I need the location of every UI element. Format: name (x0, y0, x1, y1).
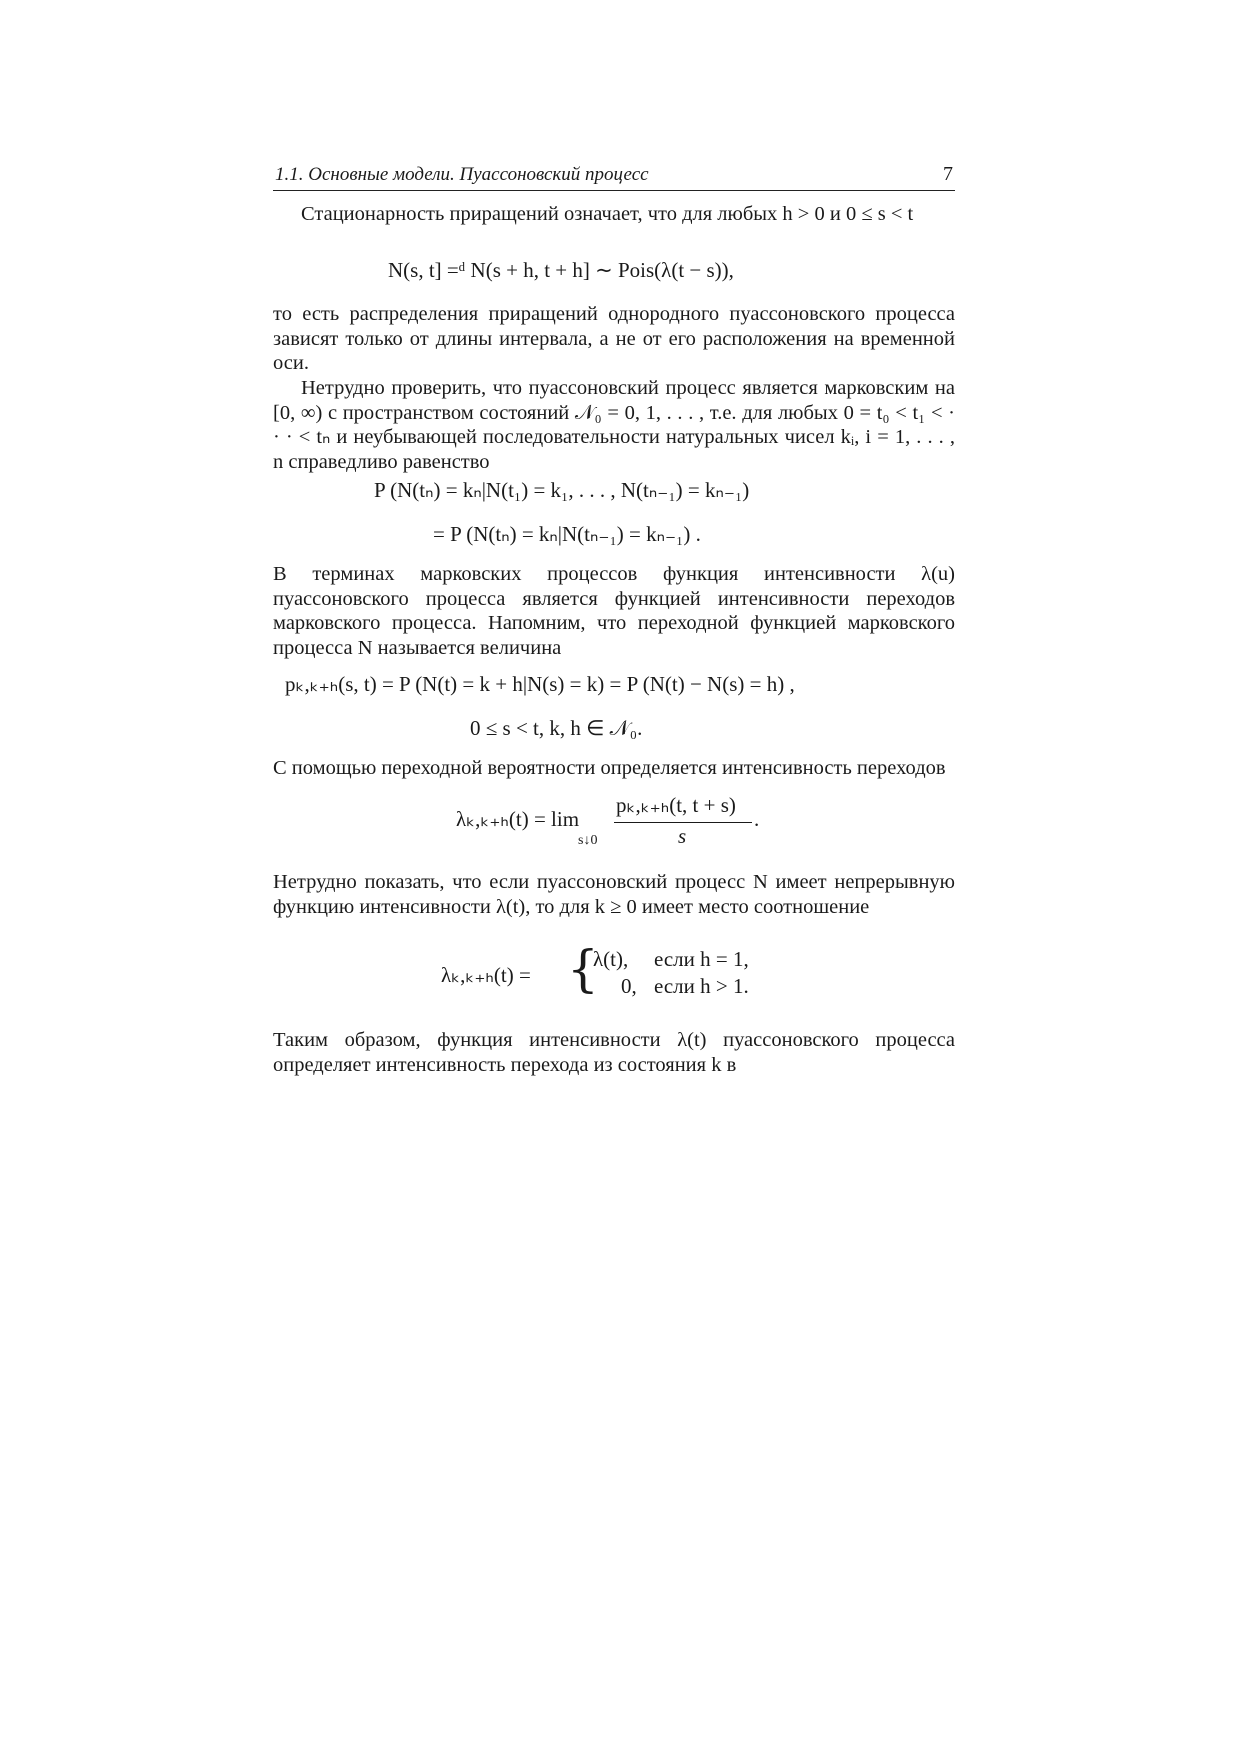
paragraph-markov: Нетрудно проверить, что пуассоновский процесс является марковским на [0, ∞) с пространством состояний 𝒩₀ = 0, 1, . . . , т.е. для любых 0 = t₀ < t₁ < · · · < tₙ и неубывающей последовательности натуральных чисел kᵢ, i = 1, . . . , n справедливо равенство (273, 377, 955, 473)
paragraph-transition-prob: С помощью переходной вероятности определяется интенсивность переходов (273, 757, 946, 779)
equation-cases (441, 940, 771, 1005)
equation-transition-1: pₖ,ₖ₊ₕ(s, t) = P (N(t) = k + h|N(s) = k) = P (N(t) − N(s) = h) , (285, 672, 795, 696)
fraction-bar (614, 822, 752, 823)
equation-transition-2: 0 ≤ s < t, k, h ∈ 𝒩₀. (470, 716, 643, 740)
paragraph-distribution: то есть распределения приращений однородного пуассоновского процесса зависят только от длины интервала, а не от его расположения на временной оси. (273, 303, 955, 374)
case-2-condition: если h > 1. (654, 974, 749, 998)
equation-increments: N(s, t] =ᵈ N(s + h, t + h] ∼ Pois(λ(t − s)), (388, 258, 734, 282)
page-number: 7 (943, 163, 953, 185)
paragraph-conclusion: Таким образом, функция интенсивности λ(t) пуассоновского процесса определяет интенсивность перехода из состояния k в (273, 1029, 955, 1076)
equation-markov-1: P (N(tₙ) = kₙ|N(t₁) = k₁, . . . , N(tₙ₋₁) = kₙ₋₁) (374, 478, 750, 502)
equation-markov-2: = P (N(tₙ) = kₙ|N(tₙ₋₁) = kₙ₋₁) . (433, 522, 701, 546)
cases-lhs: λₖ,ₖ₊ₕ(t) = (441, 963, 531, 987)
cases-brace: { (567, 940, 599, 998)
running-header (273, 160, 955, 191)
paragraph-continuous: Нетрудно показать, что если пуассоновский процесс N имеет непрерывную функцию интенсивности λ(t), то для k ≥ 0 имеет место соотношение (273, 871, 955, 918)
paragraph-intensity: В терминах марковских процессов функция интенсивности λ(u) пуассоновского процесса является функцией интенсивности переходов марковского процесса. Напомним, что переходной функцией марковского процесса N называется величина (273, 563, 955, 659)
case-1-value: λ(t), (593, 947, 629, 971)
book-page (273, 160, 955, 1076)
section-title: 1.1. Основные модели. Пуассоновский процесс (275, 164, 649, 185)
limit-lhs: λₖ,ₖ₊ₕ(t) = lim (456, 807, 580, 831)
paragraph-stationarity: Стационарность приращений означает, что для любых h > 0 и 0 ≤ s < t (301, 203, 914, 225)
limit-period: . (754, 807, 760, 831)
fraction-denominator: s (678, 824, 687, 848)
limit-subscript: s↓0 (578, 833, 598, 848)
fraction-numerator: pₖ,ₖ₊ₕ(t, t + s) (616, 793, 736, 817)
case-1-condition: если h = 1, (654, 947, 749, 971)
case-2-value: 0, (621, 974, 637, 998)
